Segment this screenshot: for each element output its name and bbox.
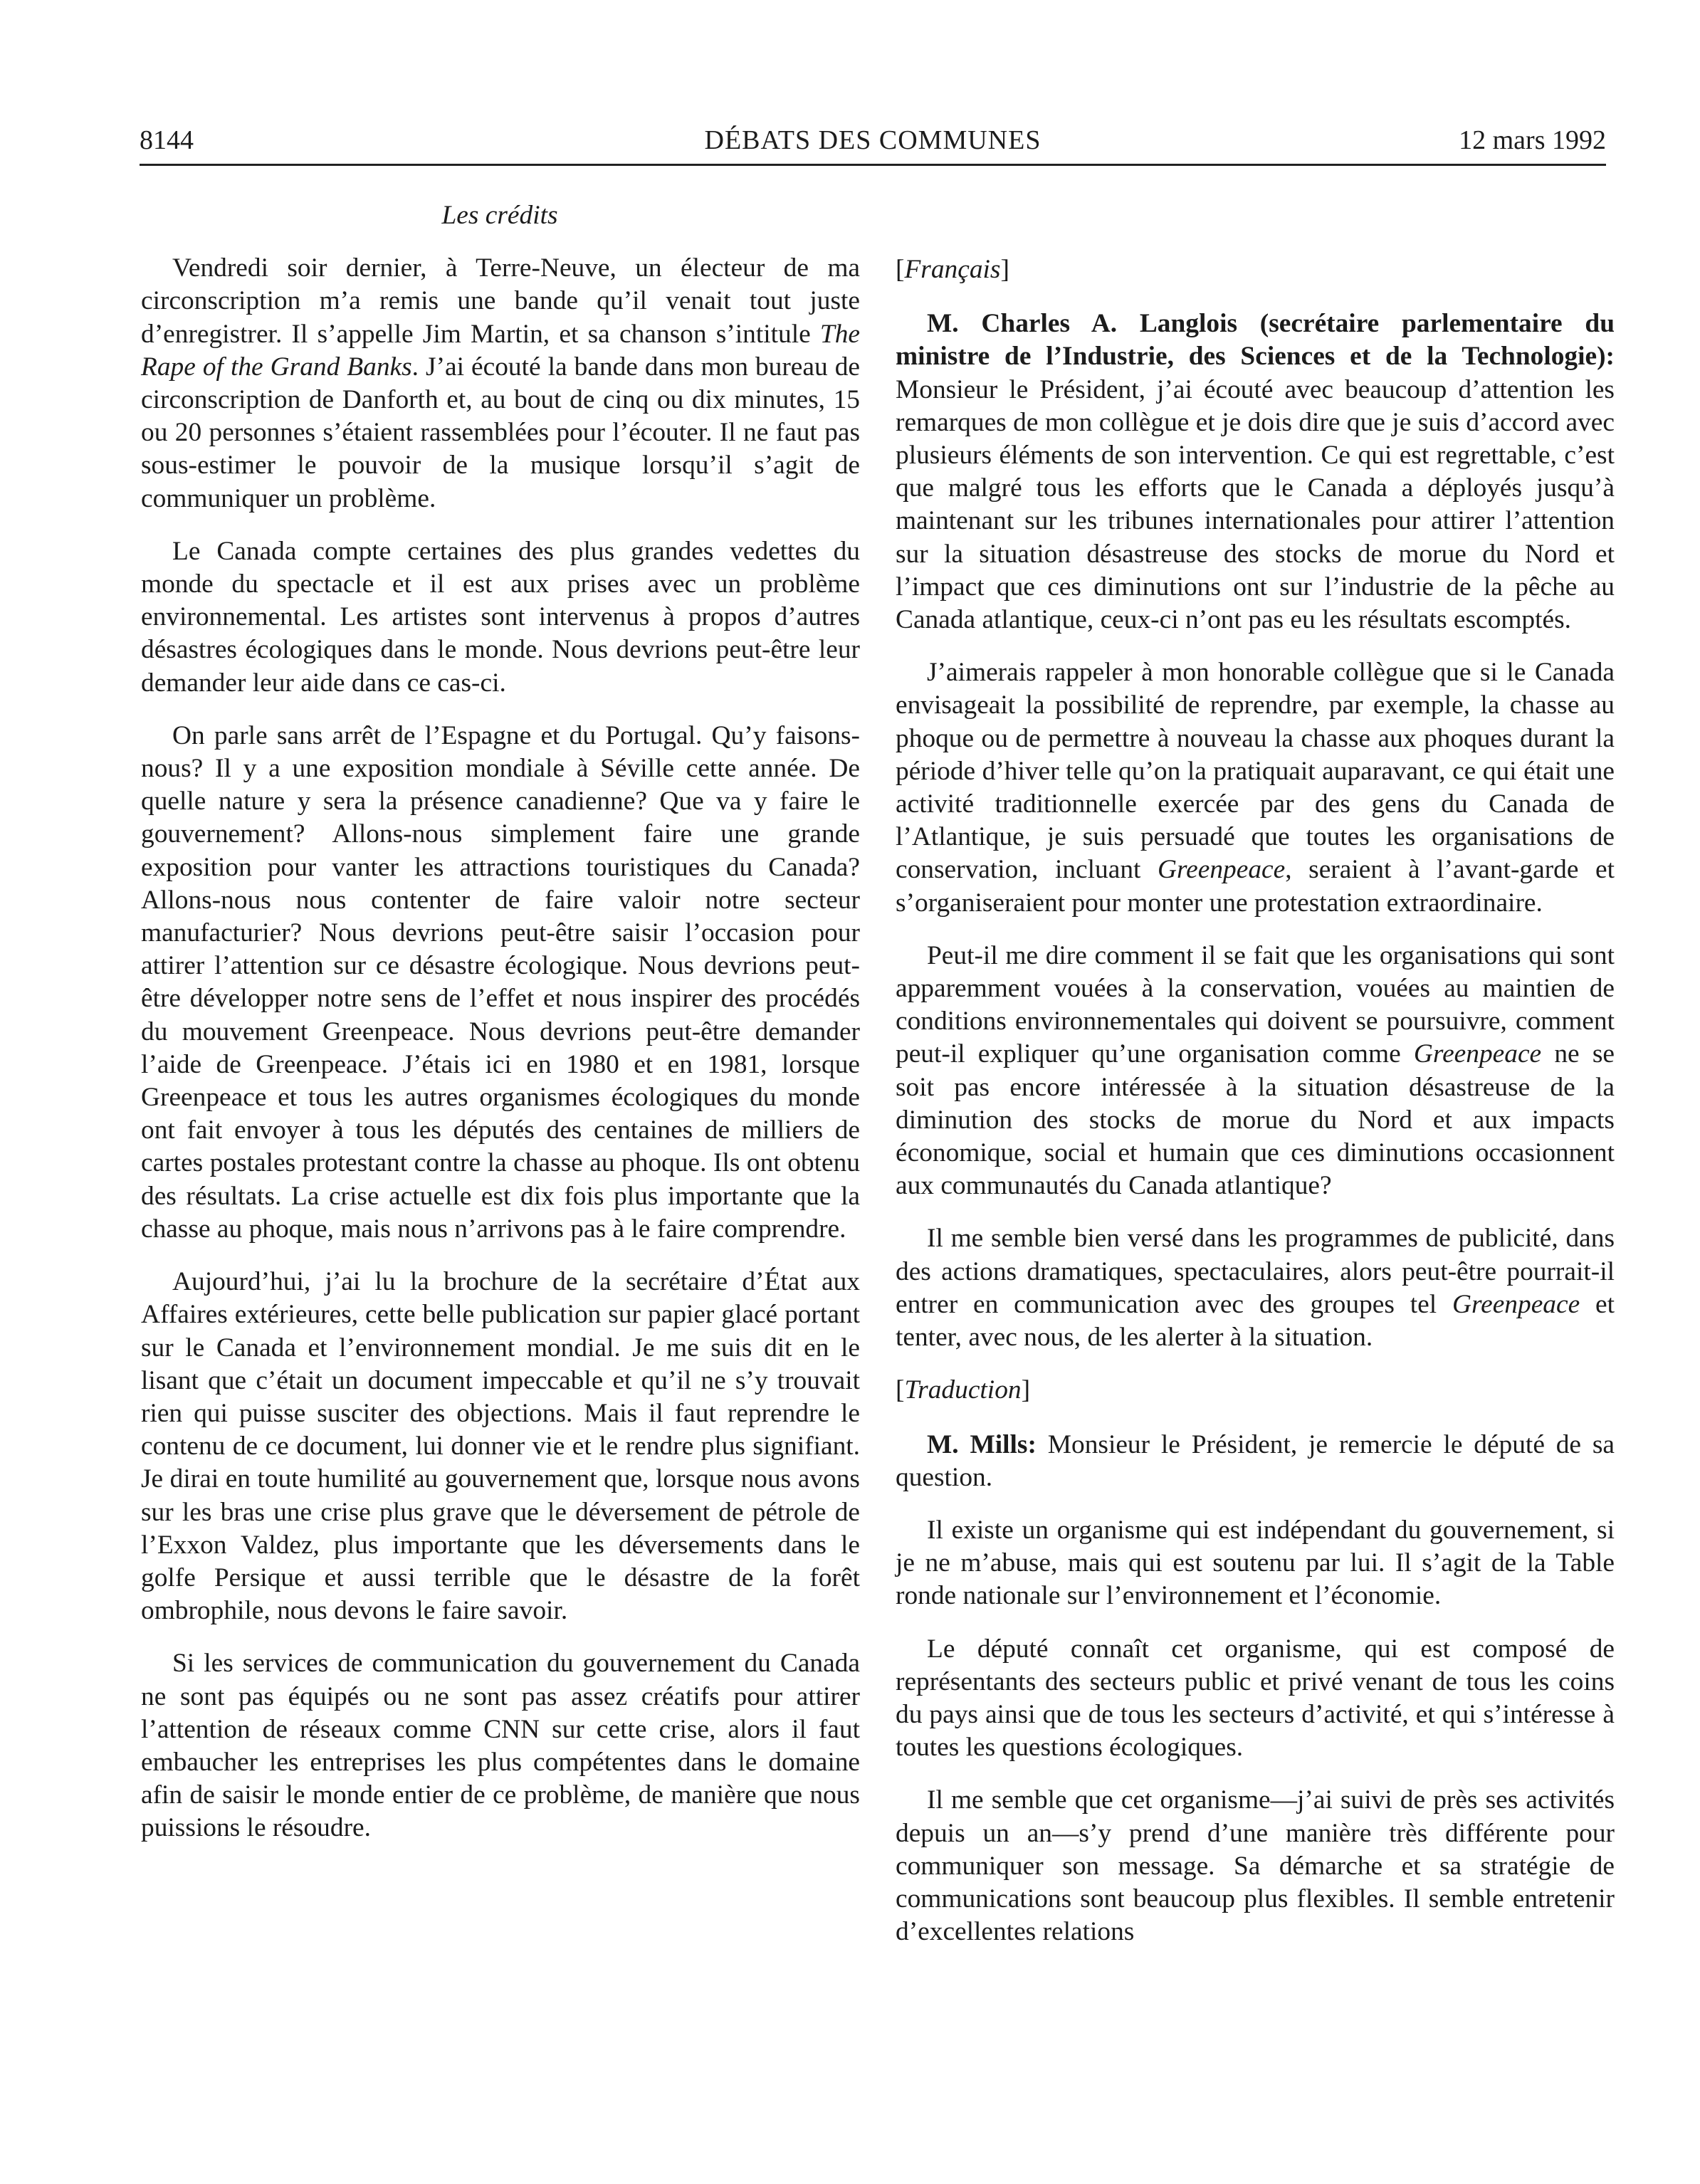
left-column xyxy=(141,199,860,1865)
paragraph: Il me semble bien versé dans les programmes de publicité, dans des actions dramatiques, spectaculaires, alors peut-être pourrait-il entrer en communication avec des groupes tel Greenpeace et tenter, avec nous, de les alerter à la situation. xyxy=(896,1224,1615,1353)
paragraph: Le Canada compte certaines des plus grandes vedettes du monde du spectacle et il est aux prises avec un problème environnemental. Les artistes sont intervenus à propos d’autres désastres écologiques dans le monde. Nous devrions peut-être leur demander leur aide dans ce cas-ci. xyxy=(141,536,860,698)
paragraph: Si les services de communication du gouvernement du Canada ne sont pas équipés ou ne sont pas assez créatifs pour attirer l’attention de réseaux comme CNN sur cette crise, alors il faut embaucher les entreprises les plus compétentes dans le domaine afin de saisir le monde entier de ce problème, de manière que nous puissions le résoudre. xyxy=(141,1649,860,1843)
speaker-name: M. Charles A. Langlois (secrétaire parlementaire du ministre de l’Industrie, des Sciences et de la Technologie): xyxy=(896,309,1615,372)
paragraph: J’aimerais rappeler à mon honorable collègue que si le Canada envisageait la possibilité de reprendre, par exemple, la chasse au phoque ou de permettre à nouveau la chasse aux phoques durant la période d’hiver telle qu’on la pratiquait auparavant, ce qui était une activité traditionnelle exercée par des gens du Canada de l’Atlantique, je suis persuadé que toutes les organisations de conservation, incluant Greenpeace, seraient à l’avant-garde et s’organiseraient pour monter une protestation extraordinaire. xyxy=(896,658,1615,918)
song-title: The Rape of the Grand Banks xyxy=(141,319,860,382)
right-column xyxy=(896,253,1615,1968)
paragraph: Le député connaît cet organisme, qui est composé de représentants des secteurs public et privé venant de tous les coins du pays ainsi que de tous les secteurs d’activité, et qui s’intéresse à toutes les questions écologiques. xyxy=(896,1634,1615,1763)
publication-title: DÉBATS DES COMMUNES xyxy=(704,125,1041,155)
paragraph: M. Mills: Monsieur le Président, je remercie le député de sa question. xyxy=(896,1429,1615,1492)
language-marker: [Traduction] xyxy=(896,1375,1031,1405)
paragraph: On parle sans arrêt de l’Espagne et du Portugal. Qu’y faisons-nous? Il y a une exposition mondiale à Séville cette année. De quelle nature y sera la présence canadienne? Que va y faire le gouvernement? Allons-nous simplement faire une grande exposition pour vanter les attractions touristiques du Canada? Allons-nous nous contenter de faire valoir notre secteur manufacturier? Nous devrions peut-être saisir l’occasion pour attirer l’attention sur ce désastre écologique. Nous devrions peut-être développer notre sens de l’effet et nous inspirer des procédés du mouvement Greenpeace. Nous devrions peut-être demander l’aide de Greenpeace. J’étais ici en 1980 et en 1981, lorsque Greenpeace et tous les autres organismes écologiques du monde ont fait envoyer à tous les députés des centaines de milliers de cartes postales protestant contre la chasse au phoque. Ils ont obtenu des résultats. La crise actuelle est dix fois plus importante que la chasse au phoque, mais nous n’arrivons pas à le faire comprendre. xyxy=(141,720,860,1244)
publication-date: 12 mars 1992 xyxy=(1459,125,1606,155)
paragraph: Il existe un organisme qui est indépendant du gouvernement, si je ne m’abuse, mais qui est soutenu par lui. Il s’agit de la Table ronde nationale sur l’environnement et l’économie. xyxy=(896,1515,1615,1611)
page-number: 8144 xyxy=(140,125,194,155)
paragraph: Vendredi soir dernier, à Terre-Neuve, un électeur de ma circonscription m’a remis une bande qu’il venait tout juste d’enregistrer. Il s’appelle Jim Martin, et sa chanson s’intitule The Rape of the Grand Banks. J’ai écouté la bande dans mon bureau de circonscription de Danforth et, au bout de cinq ou dix minutes, 15 ou 20 personnes s’étaient rassemblées pour l’écouter. Il ne faut pas sous-estimer le pouvoir de la musique lorsqu’il s’agit de communiquer un problème. xyxy=(141,253,860,513)
language-marker: [Français] xyxy=(896,255,1009,284)
speaker-name: M. Mills: xyxy=(927,1429,1037,1459)
paragraph: Aujourd’hui, j’ai lu la brochure de la secrétaire d’État aux Affaires extérieures, cette belle publication sur papier glacé portant sur le Canada et l’environnement mondial. Je me suis dit en le lisant que c’était un document impeccable et qu’il ne s’y trouvait rien qui puisse susciter des objections. Mais il faut reprendre le contenu de ce document, lui donner vie et le rendre plus signifiant. Je dirai en toute humilité au gouvernement que, lorsque nous avons sur les bras une crise plus grave que le déversement de pétrole de l’Exxon Valdez, plus importante que les déversements dans le golfe Persique et aussi terrible que le désastre de la forêt ombrophile, nous devons le faire savoir. xyxy=(141,1267,860,1626)
paragraph: Peut-il me dire comment il se fait que les organisations qui sont apparemment vouées à la conservation, vouées au maintien de conditions environnementales qui doivent se poursuivre, comment peut-il expliquer qu’une organisation comme Greenpeace ne se soit pas encore intéressée à la situation désastreuse de la diminution des stocks de morue du Nord et aux impacts économique, social et humain que ces diminutions occasionnent aux communautés du Canada atlantique? xyxy=(896,940,1615,1201)
page-header xyxy=(140,122,1606,166)
paragraph: M. Charles A. Langlois (secrétaire parlementaire du ministre de l’Industrie, des Sciences et de la Technologie): Monsieur le Président, j’ai écouté avec beaucoup d’attention les remarques de mon collègue et je dois dire que je suis d’accord avec plusieurs éléments de son intervention. Ce qui est regrettable, c’est que malgré tous les efforts que le Canada a déployés jusqu’à maintenant sur les tribunes internationales pour attirer l’attention sur la situation désastreuse des stocks de morue du Nord et l’impact que ces diminutions ont sur l’industrie de la pêche au Canada atlantique, ceux-ci n’ont pas eu les résultats escomptés. xyxy=(896,309,1615,635)
section-heading: Les crédits xyxy=(441,201,558,230)
paragraph: Il me semble que cet organisme—j’ai suivi de près ses activités depuis un an—s’y prend d’une manière très différente pour communiquer son message. Sa démarche et sa stratégie de communications sont beaucoup plus flexibles. Il semble entretenir d’excellentes relations xyxy=(896,1785,1615,1947)
